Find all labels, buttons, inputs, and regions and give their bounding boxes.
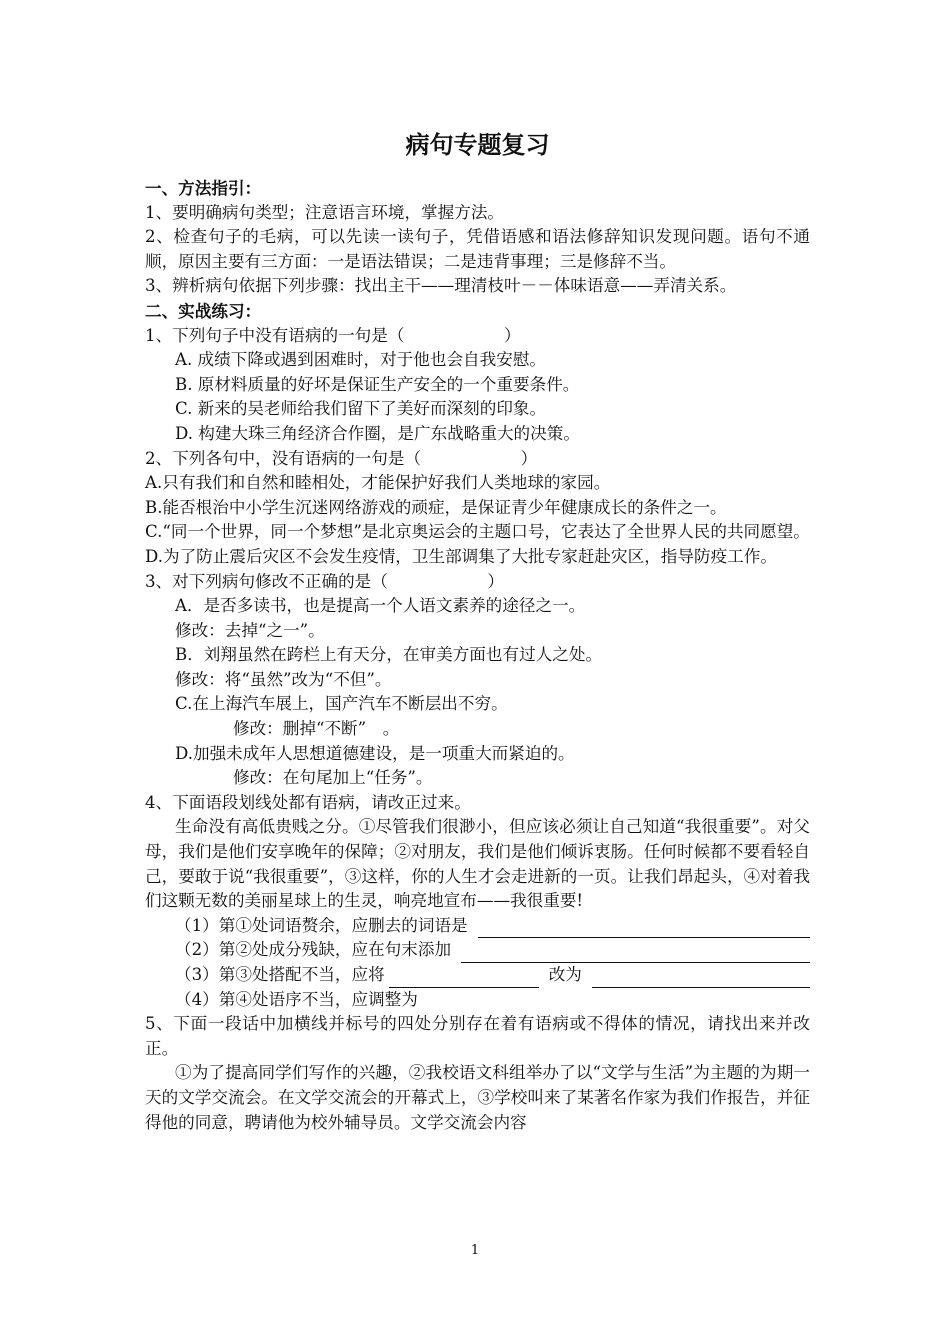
question-3-revision-a: 修改：去掉“之一”。 — [175, 620, 325, 640]
page-number: 1 — [470, 1243, 480, 1258]
question-4-passage: 生命没有高低贵贱之分。①尽管我们很渺小，但应该必须让自己知道“我很重要”。对父母，我们是他们安享晚年的保障；②对朋友，我们是他们倾诉衷肠。任何时候都不要看轻自己，要敢于说“我很重要”，③这样，你的人生才会走进新的一页。让我们昂起头，④对着我们这颗无数的美丽星球上的生灵，响亮地宣布——我很重要! — [145, 817, 810, 911]
question-3-stem: 3、对下列病句修改不正确的是（ ） — [145, 571, 505, 591]
question-1-option-b: B. 原材料质量的好坏是保证生产安全的一个重要条件。 — [175, 374, 580, 394]
question-1-option-a: A. 成绩下降或遇到困难时，对于他也会自我安慰。 — [175, 350, 547, 370]
section-heading-practice: 二、实战练习： — [145, 300, 262, 321]
question-3-option-d: D.加强未成年人思想道德建设，是一项重大而紧迫的。 — [175, 743, 575, 763]
question-4-sub-2-text: （2）第②处成分残缺，应在句末添加 — [175, 940, 452, 960]
method-item: 2、检查句子的毛病，可以先读一读句子，凭借语感和语法修辞知识发现问题。语句不通顺，原因主要有三方面：一是语法错误；二是违背事理；三是修辞不当。 — [145, 227, 810, 271]
question-3-option-c: C.在上海汽车展上，国产汽车不断层出不穷。 — [175, 694, 508, 714]
answer-blank[interactable] — [461, 944, 810, 963]
answer-blank[interactable] — [389, 969, 539, 988]
question-4-sub-1 — [145, 914, 810, 939]
question-2-option-b: B.能否根治中小学生沉迷网络游戏的顽症，是保证青少年健康成长的条件之一。 — [145, 497, 727, 517]
question-3-revision-c: 修改：删掉“不断” 。 — [233, 719, 400, 739]
question-4-sub-3-text: （3）第③处搭配不当，应将 — [175, 965, 385, 984]
section-heading-method: 一、方法指引： — [145, 178, 262, 198]
answer-blank[interactable] — [592, 969, 810, 988]
document-body — [145, 128, 810, 1135]
question-4-sub-1-text: （1）第①处词语赘余，应删去的词语是 — [175, 915, 468, 935]
question-5-passage: ①为了提高同学们写作的兴趣，②我校语文科组举办了以“文学与生活”为主题的为期一天的文学交流会。在文学交流会的开幕式上，③学校叫来了某著名作家为我们作报告，并征得他的同意，聘请他为校外辅导员。文学交流会内容 — [145, 1063, 810, 1132]
question-1-option-d: D. 构建大珠三角经济合作圈，是广东战略重大的决策。 — [175, 423, 580, 443]
question-4-sub-3 — [145, 963, 810, 988]
question-3-option-a: A．是否多读书，也是提高一个人语文素养的途径之一。 — [175, 596, 586, 616]
question-4-sub-4: （4）第④处语序不当，应调整为 — [175, 989, 418, 1009]
question-2-option-d: D.为了防止震后灾区不会发生疫情，卫生部调集了大批专家赶赴灾区，指导防疫工作。 — [145, 546, 777, 566]
question-2-option-a: A.只有我们和自然和睦相处，才能保护好我们人类地球的家园。 — [145, 473, 611, 493]
method-item: 1、要明确病句类型；注意语言环境，掌握方法。 — [145, 202, 505, 222]
question-4-sub-2 — [145, 938, 810, 963]
question-4-stem: 4、下面语段划线处都有语病，请改正过来。 — [145, 792, 471, 812]
answer-blank[interactable] — [478, 919, 810, 938]
page-title: 病句专题复习 — [405, 130, 550, 159]
question-3-revision-b: 修改：将“虽然”改为“不但”。 — [175, 669, 392, 689]
question-2-stem: 2、下列各句中，没有语病的一句是（ ） — [145, 448, 538, 468]
question-2-option-c: C.“同一个世界，同一个梦想”是北京奥运会的主题口号，它表达了全世界人民的共同愿望。 — [145, 522, 810, 542]
method-item: 3、辨析病句依据下列步骤：找出主干——理清枝叶－－体味语意——弄清关系。 — [145, 276, 737, 296]
question-4-sub-3-mid: 改为 — [548, 965, 582, 984]
question-3-option-b: B．刘翔虽然在跨栏上有天分，在审美方面也有过人之处。 — [175, 645, 603, 665]
question-1-option-c: C. 新来的吴老师给我们留下了美好而深刻的印象。 — [175, 399, 547, 419]
question-5-stem: 5、下面一段话中加横线并标号的四处分别存在着有语病或不得体的情况，请找出来并改正。 — [145, 1014, 810, 1058]
question-3-revision-d: 修改：在句尾加上“任务”。 — [233, 768, 433, 788]
question-1-stem: 1、下列句子中没有语病的一句是（ ） — [145, 325, 521, 345]
